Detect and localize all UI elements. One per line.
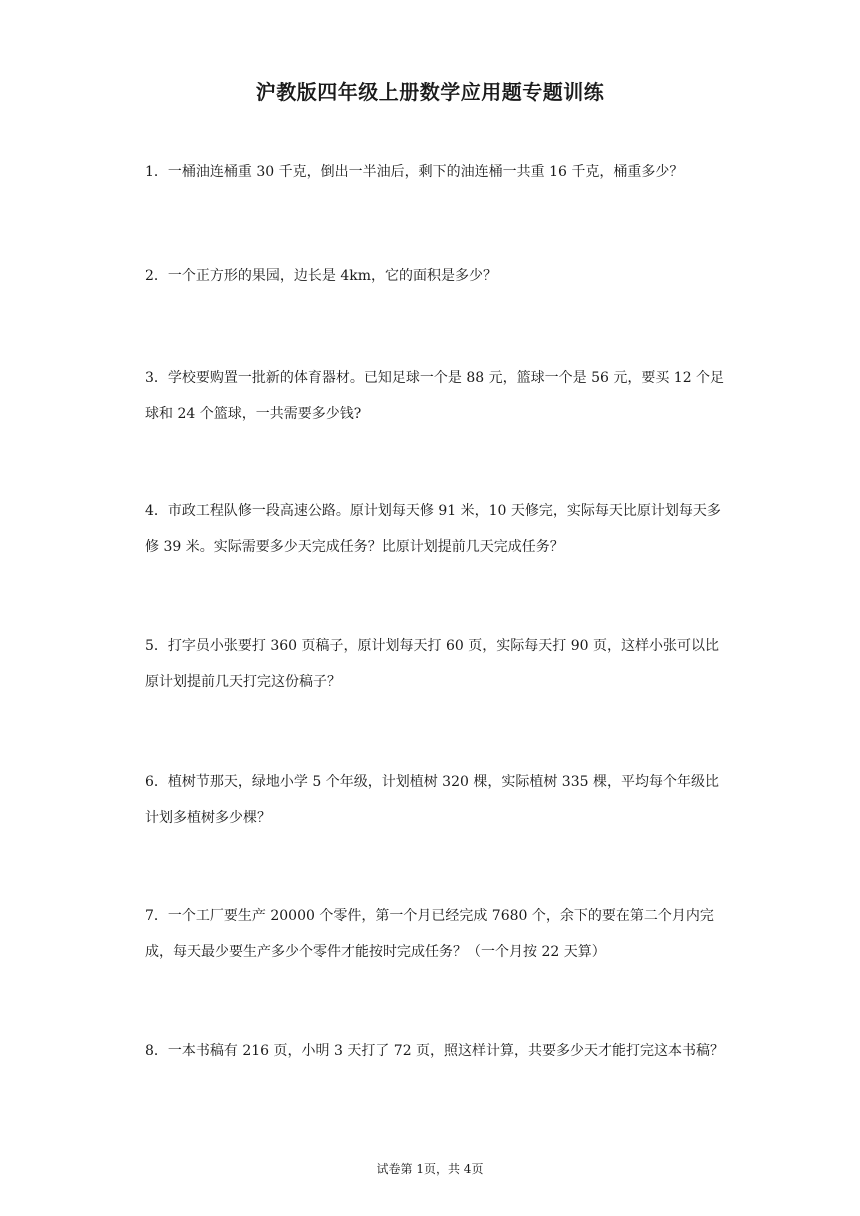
question-3: 3．学校要购置一批新的体育器材。已知足球一个是 88 元，篮球一个是 56 元，要买 12 个足球和 24 个篮球，一共需要多少钱? — [145, 370, 725, 422]
question-2: 2．一个正方形的果园，边长是 4km，它的面积是多少？ — [145, 268, 498, 284]
question-1: 1．一桶油连桶重 30 千克，倒出一半油后，剩下的油连桶一共重 16 千克，桶重多少？ — [145, 164, 684, 180]
document-title: 沪教版四年级上册数学应用题专题训练 — [255, 80, 605, 104]
question-7: 7．一个工厂要生产 20000 个零件，第一个月已经完成 7680 个，余下的要在第二个月内完成，每天最少要生产多少个零件才能按时完成任务？（一个月按 22 天算） — [145, 908, 714, 960]
question-5: 5．打字员小张要打 360 页稿子，原计划每天打 60 页，实际每天打 90 页，这样小张可以比原计划提前几天打完这份稿子？ — [145, 638, 719, 690]
page-footer: 试卷第 1页，共 4页 — [376, 1162, 484, 1176]
question-8: 8．一本书稿有 216 页，小明 3 天打了 72 页，照这样计算，共要多少天才能打完这本书稿？ — [145, 1043, 725, 1059]
question-6: 6．植树节那天，绿地小学 5 个年级，计划植树 320 棵，实际植树 335 棵，平均每个年级比计划多植树多少棵？ — [145, 774, 719, 826]
question-4: 4．市政工程队修一段高速公路。原计划每天修 91 米，10 天修完，实际每天比原计划每天多修 39 米。实际需要多少天完成任务？比原计划提前几天完成任务？ — [145, 503, 721, 555]
